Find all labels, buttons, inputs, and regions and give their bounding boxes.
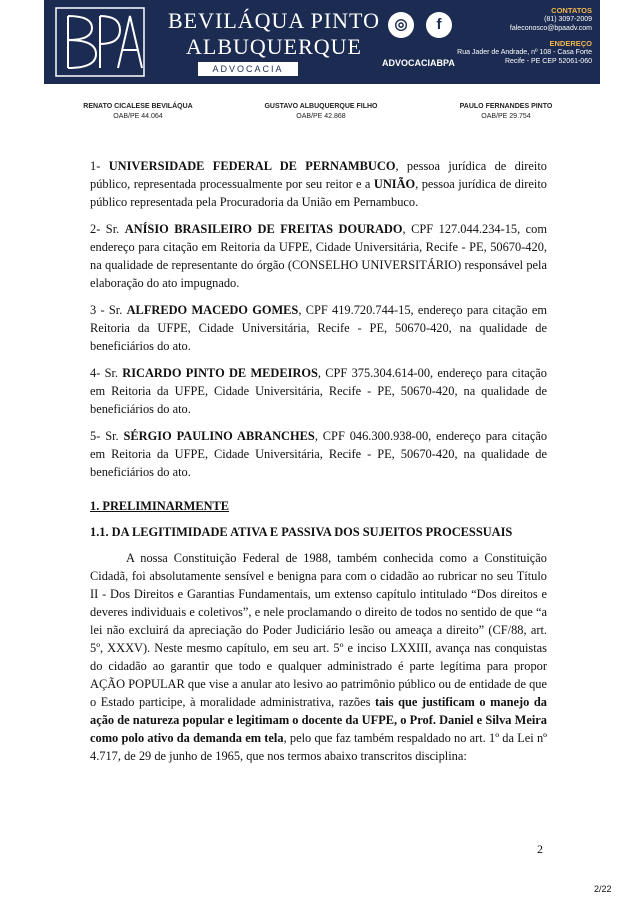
lawyer-2: [256, 102, 386, 122]
contacts-email: faleconosco@bpaadv.com: [509, 25, 592, 32]
party-4: [90, 364, 547, 418]
party-text: , CPF 375.304.614-00, endereço para citação em Reitoria da UFPE, Cidade Universitária, Recife - PE, 50670-420, na qualidade de beneficiários do ato.: [90, 366, 547, 416]
party-text: , pessoa jurídica de direito público representada pela Procuradoria da União em Pernambuco.: [90, 177, 547, 209]
letterhead: [44, 0, 593, 84]
letterhead-banner: [44, 0, 600, 84]
section-heading: 1. PRELIMINARMENTE: [90, 499, 230, 513]
party-name: ANÍSIO BRASILEIRO DE FREITAS DOURADO: [124, 222, 403, 236]
party-prefix: 5- Sr.: [90, 429, 124, 443]
contacts-phone: (81) 3097-2009: [544, 16, 592, 23]
firm-subtitle: ADVOCACIA: [198, 62, 298, 76]
party-name: SÉRGIO PAULINO ABRANCHES: [123, 429, 315, 443]
firm-name-line2: ALBUQUERQUE: [186, 34, 362, 59]
lawyer-name: GUSTAVO ALBUQUERQUE FILHO: [264, 103, 378, 110]
instagram-icon: ◎: [388, 12, 414, 38]
party-text: , CPF 046.300.938-00, endereço para citação em Reitoria da UFPE, Cidade Universitária, Recife - PE, 50670-420, na qualidade de beneficiários do ato.: [90, 429, 548, 479]
document-body: [90, 157, 547, 774]
page-count: 2/22: [594, 884, 612, 894]
party-prefix: 4- Sr.: [90, 366, 123, 380]
contact-block: [457, 6, 592, 66]
party-name: RICARDO PINTO DE MEDEIROS: [122, 366, 318, 380]
party-prefix: 1-: [90, 159, 109, 173]
party-name: UNIVERSIDADE FEDERAL DE PERNAMBUCO: [108, 159, 396, 173]
body-paragraph: [90, 549, 547, 765]
subsection-heading: 1.1. DA LEGITIMIDADE ATIVA E PASSIVA DOS SUJEITOS PROCESSUAIS: [90, 525, 513, 539]
party-2: [90, 220, 547, 292]
body-text-bold: tais que justificam o manejo da ação de natureza popular e legitimam o docente da UFPE, o Prof. Daniel e Silva Meira como polo ativo da demanda em tela: [90, 695, 547, 745]
lawyer-oab: OAB/PE 44.064: [113, 113, 163, 120]
party-name-secondary: UNIÃO: [373, 177, 416, 191]
facebook-icon: f: [426, 12, 452, 38]
lawyer-oab: OAB/PE 29.754: [481, 113, 531, 120]
party-prefix: 3 - Sr.: [90, 303, 127, 317]
lawyer-name: PAULO FERNANDES PINTO: [459, 103, 553, 110]
party-text: , pessoa jurídica de direito público, representada processualmente por seu reitor e a: [90, 159, 547, 191]
address-heading: ENDEREÇO: [549, 39, 592, 48]
lawyer-3: [446, 102, 566, 122]
party-prefix: 2- Sr.: [90, 222, 125, 236]
page-number: 2: [537, 842, 543, 856]
party-text: , CPF 419.720.744-15, endereço para citação em Reitoria da UFPE, Cidade Universitária, Recife - PE, 50670-420, na qualidade de beneficiários do ato.: [90, 303, 547, 353]
firm-name-line1: BEVILÁQUA PINTO: [168, 8, 380, 33]
body-text: A nossa Constituição Federal de 1988, também conhecida como a Constituição Cidadã, foi absolutamente sensível e benigna para com o cidadão ao rubricar no seu Título II - Dos Direitos e Garantias Fundamentais, um extenso capítulo intitulado “Dos direitos e deveres individuais e coletivos”, e nele proclamando o direito de todos no sentido de que “a lei não excluirá da apreciação do Poder Judiciário lesão ou ameaça a direito” (CF/88, art. 5º, XXXV). Neste mesmo capítulo, em seu art. 5º e inciso LXXIII, avança nas conquistas do cidadão ao garantir que todo e qualquer administrado é parte legítima para propor AÇÃO POPULAR que vise a anular ato lesivo ao patrimônio público ou de entidade de que o Estado participe, à moralidade administrativa, razões: [90, 551, 547, 709]
party-1: [90, 157, 547, 211]
lawyer-oab: OAB/PE 42.868: [296, 113, 346, 120]
lawyer-name: RENATO CICALESE BEVILÁQUA: [83, 103, 193, 110]
party-5: [90, 427, 547, 481]
address-line2: Recife - PE CEP 52061-060: [504, 58, 592, 65]
firm-logo-icon: [54, 6, 146, 78]
party-name: ALFREDO MACEDO GOMES: [126, 303, 299, 317]
party-3: [90, 301, 547, 355]
lawyer-1: [78, 102, 198, 122]
social-handle: ADVOCACIABPA: [382, 58, 455, 68]
body-text: , pelo que faz também respaldado no art. 1º da Lei nº 4.717, de 29 de junho de 1965, que nos termos abaixo transcritos disciplina:: [90, 731, 547, 763]
address-line1: Rua Jader de Andrade, nº 108 - Casa Forte: [457, 49, 592, 56]
party-text: , CPF 127.044.234-15, com endereço para citação em Reitoria da UFPE, Cidade Universitária, Recife - PE, 50670-420, na qualidade de representante do órgão (CONSELHO UNIVERSITÁRIO) responsável pela elaboração do ato impugnado.: [90, 222, 548, 290]
contacts-heading: CONTATOS: [551, 6, 592, 15]
